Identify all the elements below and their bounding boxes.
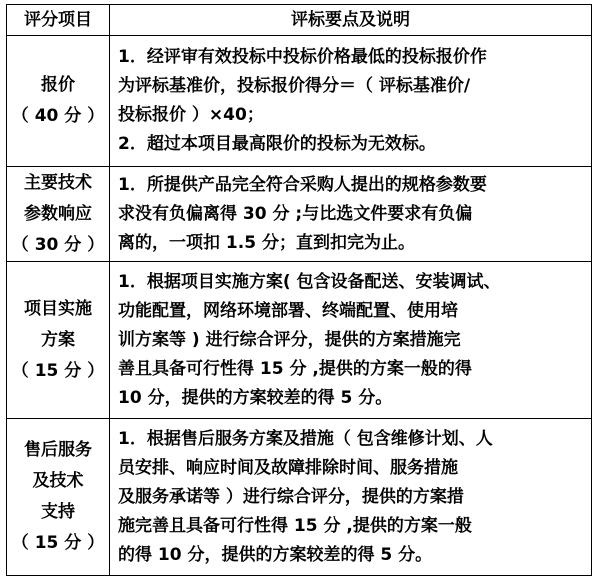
- description-line: 为评标基准价，投标报价得分＝（ 评标基准价/: [118, 76, 471, 96]
- description-line: 离的，一项扣 1.5 分；直到扣完为止。: [118, 232, 415, 253]
- category-cell: [7, 419, 110, 576]
- category-points: （ 40 分 ）: [11, 106, 105, 126]
- category-label: 及技术: [32, 471, 84, 491]
- description-line: 善且具备可行性得 15 分 ,提供的方案一般的得: [118, 358, 472, 379]
- category-points: （ 30 分 ）: [11, 234, 105, 255]
- header-scoring-item: 评分项目: [7, 5, 110, 36]
- category-label: 方案: [41, 329, 75, 350]
- table-row-implementation: [7, 262, 592, 419]
- category-label: 售后服务: [24, 440, 92, 460]
- description-line: 及服务承诺等 ）进行综合评分，提供的方案措: [118, 486, 464, 507]
- category-label: 主要技术: [24, 172, 92, 193]
- category-label: 报价: [41, 75, 75, 95]
- description-line: 1．根据售后服务方案及措施（ 包含维修计划、人: [118, 428, 493, 449]
- scoring-table-container: [6, 4, 591, 576]
- scoring-table: [6, 4, 592, 576]
- description-line: 求没有负偏离得 30 分 ;与比选文件要求有负偏: [118, 203, 473, 224]
- description-line: 2．超过本项目最高限价的投标为无效标。: [118, 134, 436, 154]
- description-line: 施完善且具备可行性得 15 分 ,提供的方案一般: [118, 515, 472, 536]
- table-row-technical: [7, 167, 592, 262]
- table-row-after-sales: [7, 419, 592, 576]
- category-label: 项目实施: [24, 298, 92, 319]
- table-header-row: [7, 5, 592, 36]
- description-cell: [110, 419, 592, 576]
- description-line: 训方案等 ) 进行综合评分，提供的方案措施完: [118, 329, 461, 350]
- description-line: 10 分，提供的方案较差的得 5 分。: [118, 387, 393, 408]
- table-row-price: [7, 36, 592, 167]
- category-cell: [7, 167, 110, 262]
- description-line: 1．所提供产品完全符合采购人提出的规格参数要: [118, 174, 487, 195]
- description-line: 功能配置，网络环境部署、终端配置、使用培: [118, 300, 458, 321]
- category-label: 支持: [41, 502, 75, 522]
- header-criteria-description: 评标要点及说明: [110, 5, 592, 36]
- description-line: 员安排、响应时间及故障排除时间、服务措施: [118, 457, 458, 478]
- category-label: 参数响应: [24, 203, 92, 224]
- description-line: 的得 10 分，提供的方案较差的得 5 分。: [118, 544, 433, 565]
- description-line: 1．根据项目实施方案( 包含设备配送、安装调试、: [118, 271, 501, 292]
- category-points: （ 15 分 ）: [11, 533, 105, 553]
- description-cell: [110, 36, 592, 167]
- category-points: （ 15 分 ）: [11, 360, 105, 381]
- description-cell: [110, 167, 592, 262]
- category-cell: [7, 262, 110, 419]
- description-line: 投标报价 ）×40；: [118, 105, 264, 125]
- description-line: 1．经评审有效投标中投标价格最低的投标报价作: [118, 47, 487, 67]
- category-cell: [7, 36, 110, 167]
- description-cell: [110, 262, 592, 419]
